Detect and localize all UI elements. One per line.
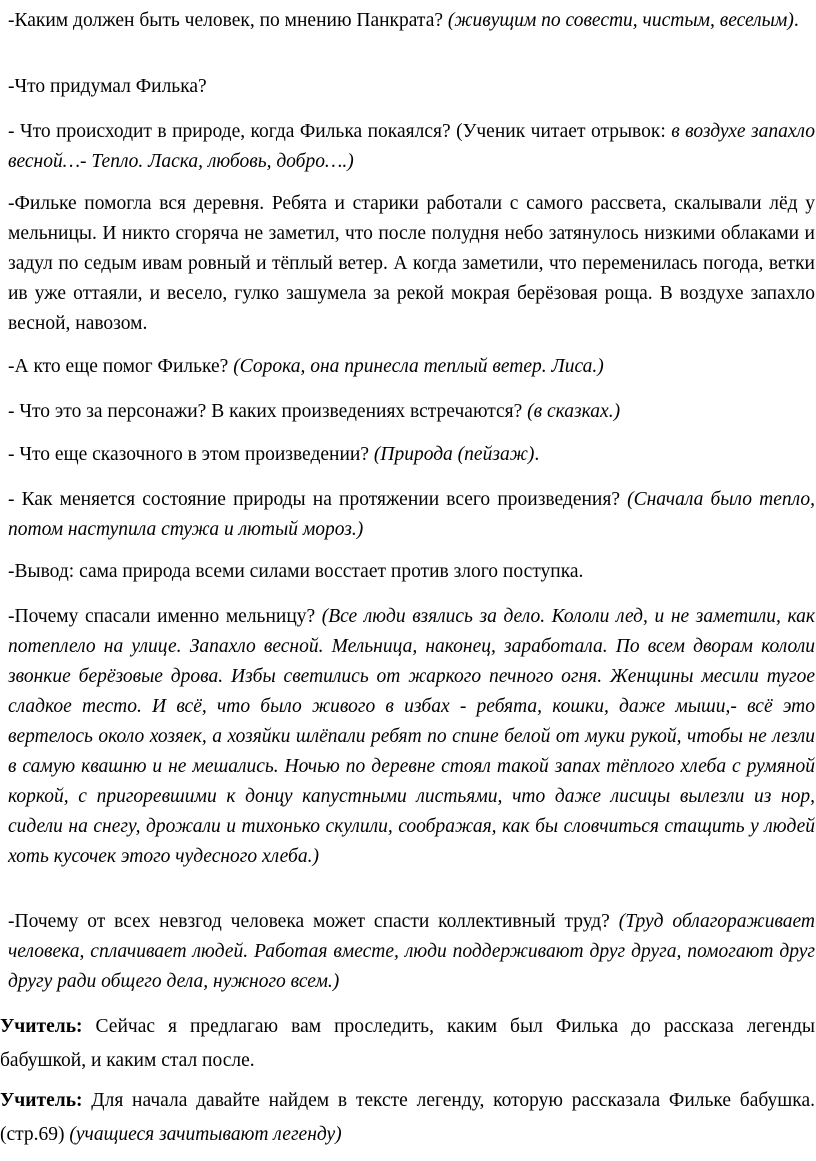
question-paragraph-11	[0, 907, 815, 997]
speaker-label: Учитель:	[0, 1090, 83, 1111]
answer-text: (Все люди взялись за дело. Кололи лед, и не заметили, как потеплело на улице. Запахло весной. Мельница, наконец, заработала. По всем дворам кололи звонкие берёзовые дрова. Избы светились от жаркого печного огня. Женщины месили тугое сладкое тесто. И всё, что было живого в избах - ребята, кошки, даже мыши,- всё это вертелось около хозяек, а хозяйки шлёпали ребят по спине белой от муки рукой, чтобы не лезли в самую квашню и не мешались. Ночью по деревне стоял такой запах тёплого хлеба с румяной коркой, с пригоревшими к донцу капустными листьями, что даже лисицы вылезли из нор, сидели на снегу, дрожали и тихонько скулили, соображая, как бы словчиться стащить у людей хоть кусочек этого чудесного хлеба.)	[8, 606, 815, 867]
question-text: -Почему спасали именно мельницу?	[8, 606, 316, 627]
answer-text: (учащиеся зачитывают легенду)	[69, 1124, 342, 1145]
answer-text: (Природа (пейзаж)	[373, 444, 535, 465]
answer-text: (Сорока, она принесла теплый ветер. Лиса.)	[233, 356, 604, 377]
punctuation: .	[534, 444, 540, 465]
paragraph-text: -Вывод: сама природа всеми силами восстает против злого поступка.	[8, 561, 584, 582]
teacher-paragraph-12	[0, 1010, 815, 1078]
question-paragraph-7	[0, 440, 815, 470]
punctuation: .	[793, 10, 799, 31]
conclusion-paragraph-9	[0, 557, 815, 587]
question-paragraph-2	[0, 72, 815, 102]
answer-text: (в сказках.)	[527, 401, 621, 422]
answer-text: (Сначала было тепло, потом наступила стужа и лютый мороз.)	[8, 489, 815, 540]
answer-text: в воздухе запахло весной…- Тепло. Ласка, любовь, добро….)	[8, 121, 816, 172]
question-paragraph-6	[0, 397, 815, 427]
question-paragraph-3	[0, 117, 815, 177]
answer-text: (живущим по совести, чистым, веселым)	[447, 10, 794, 31]
question-paragraph-1	[0, 6, 815, 36]
question-text: - Что это за персонажи? В каких произведениях встречаются?	[8, 401, 523, 422]
paragraph-text: Сейчас я предлагаю вам проследить, каким был Филька до рассказа легенды бабушкой, и каким стал после.	[0, 1016, 815, 1071]
question-text: - Что происходит в природе, когда Филька покаялся? (Ученик читает отрывок:	[8, 121, 666, 142]
question-text: -Каким должен быть человек, по мнению Панкрата?	[8, 10, 443, 31]
paragraph-text: Для начала давайте найдем в тексте легенду, которую рассказала Фильке бабушка. (стр.69)	[0, 1090, 816, 1145]
teacher-paragraph-13	[0, 1084, 815, 1152]
speaker-label: Учитель:	[0, 1016, 83, 1037]
narrative-paragraph-4	[0, 189, 815, 339]
question-text: -Что придумал Филька?	[8, 76, 207, 97]
question-text: -А кто еще помог Фильке?	[8, 356, 229, 377]
question-paragraph-5	[0, 352, 815, 382]
question-text: - Как меняется состояние природы на протяжении всего произведения?	[8, 489, 620, 510]
answer-text: (Труд облагораживает человека, сплачивает людей. Работая вместе, люди поддерживают друг друга, помогают друг другу ради общего дела, нужного всем.)	[8, 911, 815, 992]
question-text: - Что еще сказочного в этом произведении?	[8, 444, 369, 465]
paragraph-text: -Фильке помогла вся деревня. Ребята и старики работали с самого рассвета, скалывали лёд у мельницы. И никто сгоряча не заметил, что после полудня небо затянулось низкими облаками и задул по седым ивам ровный и тёплый ветер. А когда заметили, что переменилась погода, ветки ив уже оттаяли, и весело, гулко зашумела за рекой мокрая берёзовая роща. В воздухе запахло весной, навозом.	[8, 193, 815, 334]
question-paragraph-8	[0, 485, 815, 545]
question-text: -Почему от всех невзгод человека может спасти коллективный труд?	[8, 911, 610, 932]
question-paragraph-10	[0, 602, 815, 872]
